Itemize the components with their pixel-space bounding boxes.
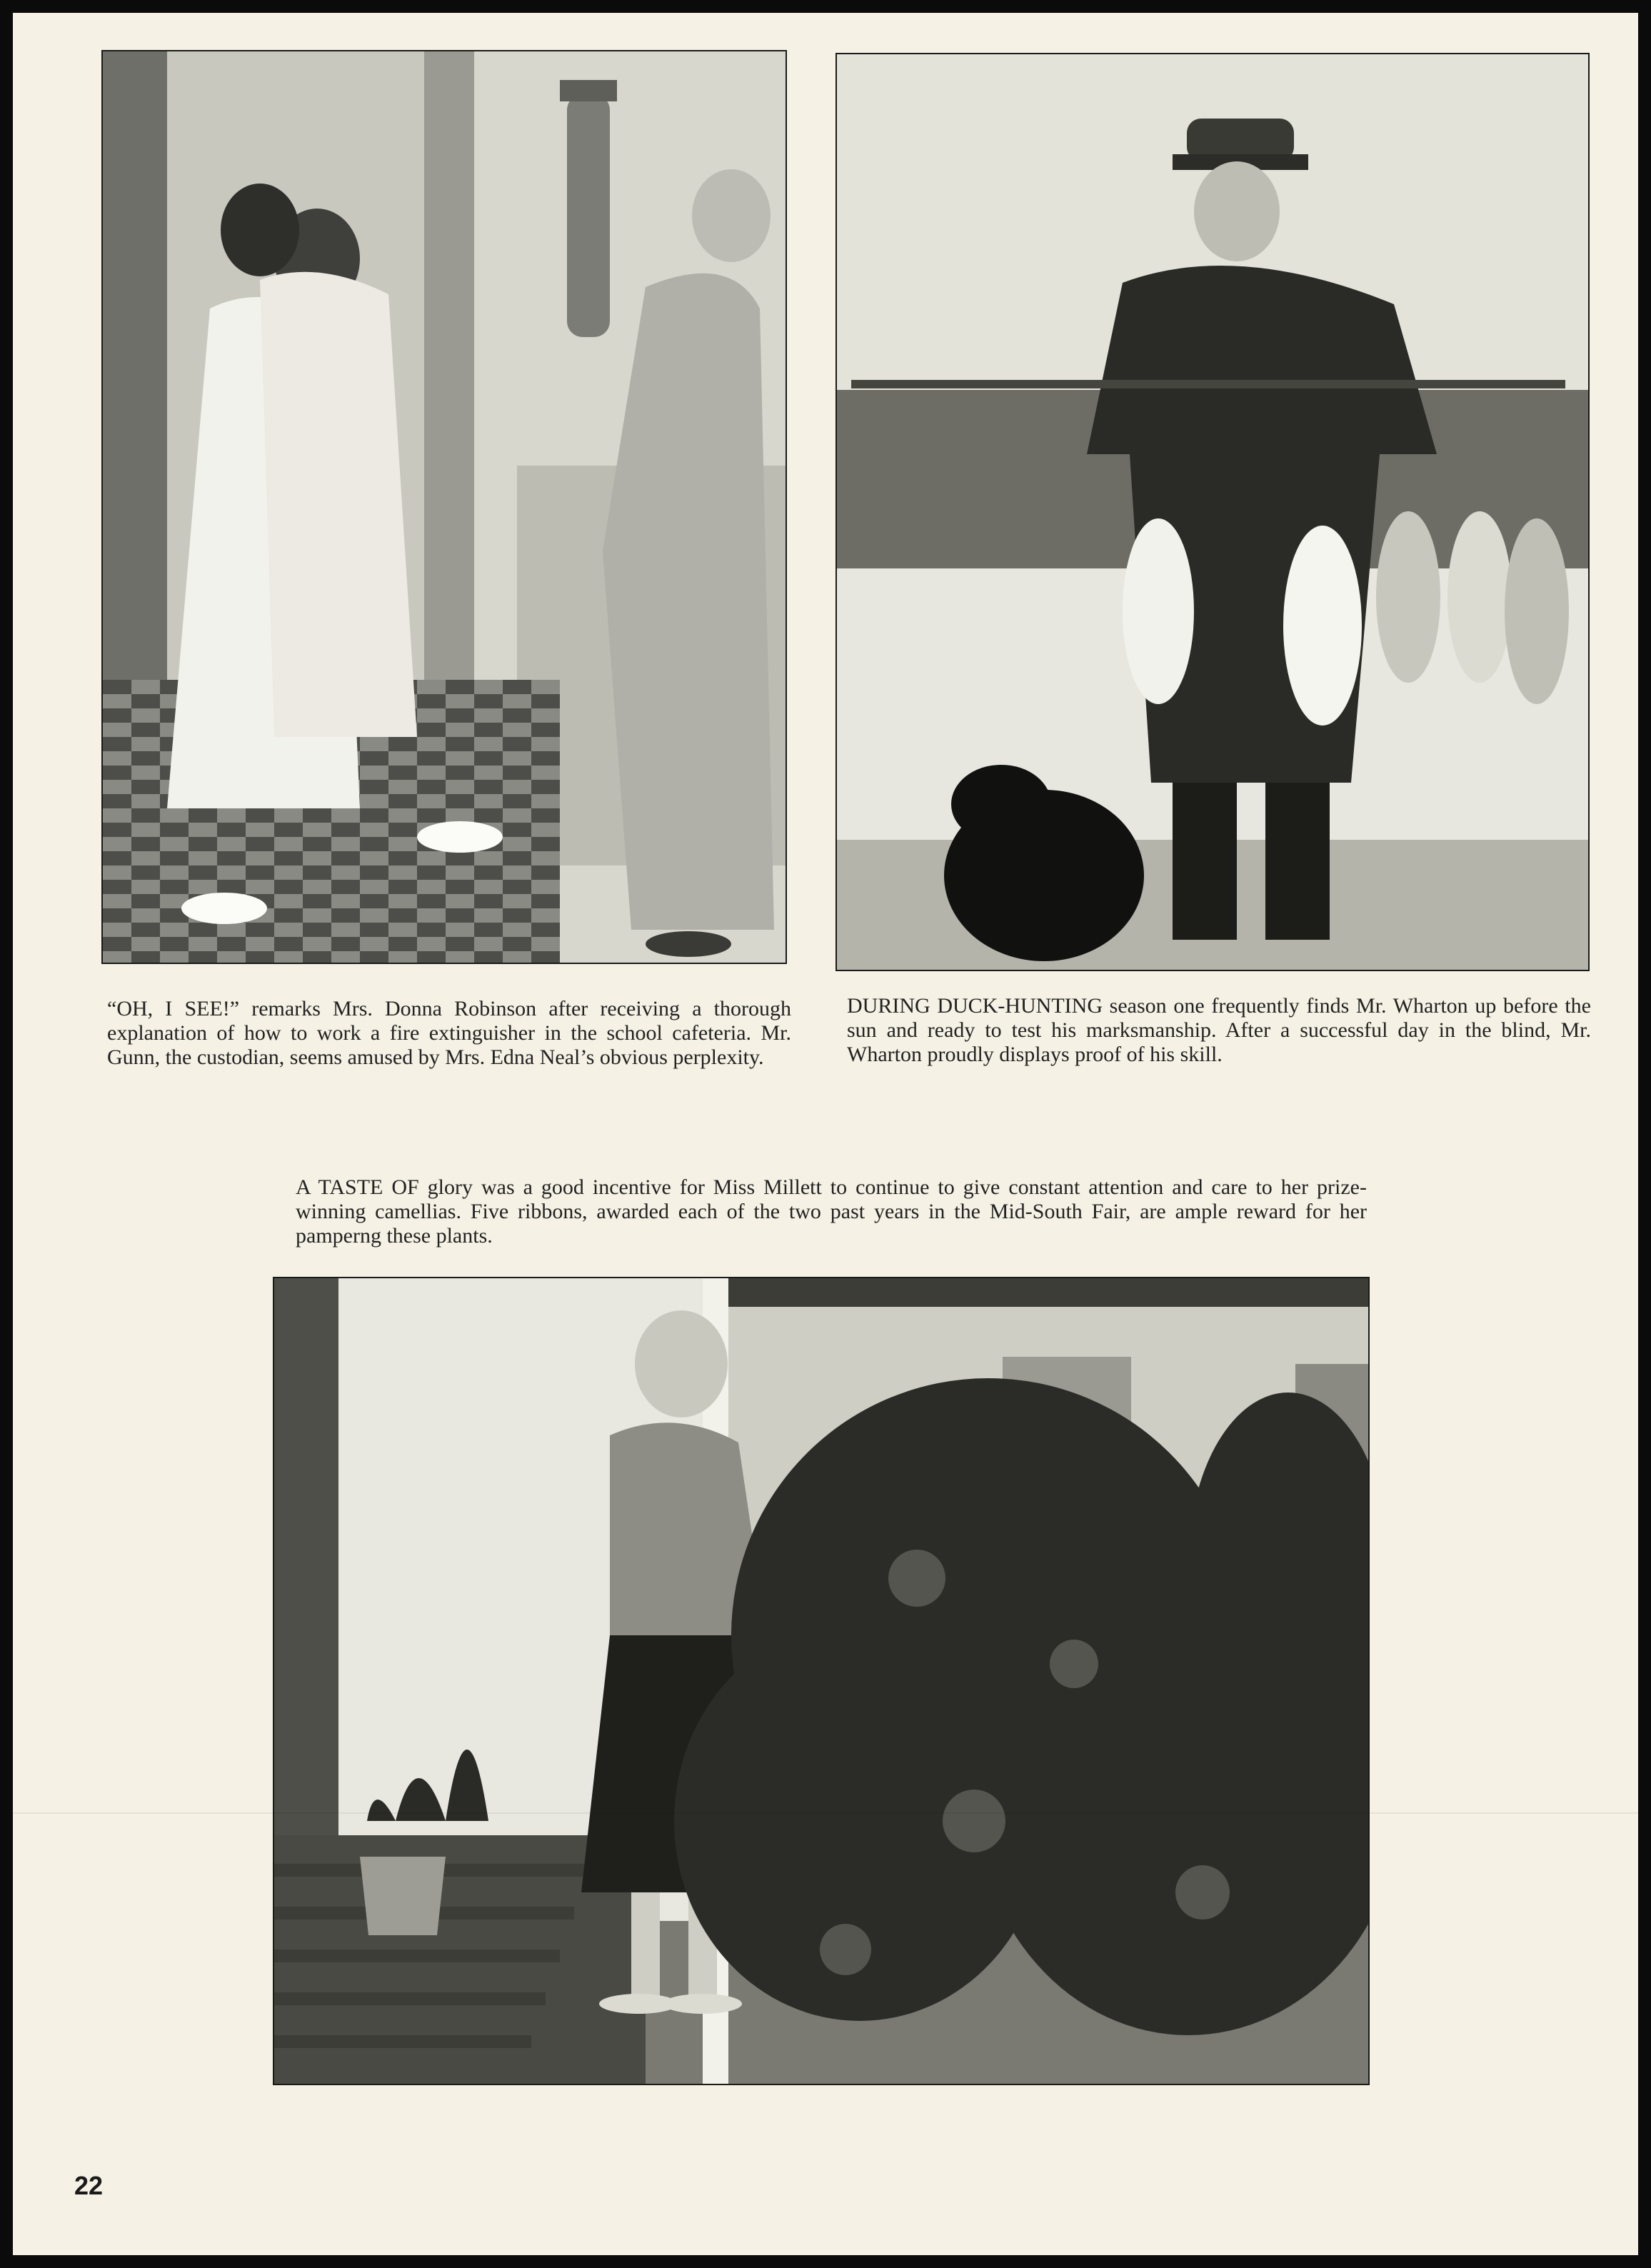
yearbook-page xyxy=(13,13,1638,2255)
page-number: 22 xyxy=(74,2171,104,2200)
cafeteria-photo-art xyxy=(103,51,786,963)
caption-duck-hunting: DURING DUCK-HUNTING season one frequently finds Mr. Wharton up before the sun and ready to test his marksmanship. After a successful day in the blind, Mr. Wharton proudly displays proof of his skill. xyxy=(847,994,1591,1066)
caption-camellias: A TASTE OF glory was a good incentive for Miss Millett to continue to give constant attention and care to her prize-winning camellias. Five ribbons, awarded each of the two past years in the Mid-South Fair, are ample reward for her pamperng these plants. xyxy=(296,1175,1367,1248)
photo-duck-hunting xyxy=(835,53,1590,971)
caption-cafeteria: “OH, I SEE!” remarks Mrs. Donna Robinson after receiving a thorough explanation of how to work a fire extinguisher in the school cafeteria. Mr. Gunn, the custodian, seems amused by Mrs. Edna Neal’s obvious perplexity. xyxy=(107,997,791,1069)
duck-hunting-photo-art xyxy=(837,54,1588,970)
camellias-photo-art xyxy=(274,1278,1368,2084)
photo-camellias xyxy=(273,1277,1370,2085)
page-fold-line xyxy=(13,1812,1638,1814)
photo-cafeteria-fire-extinguisher xyxy=(101,50,787,964)
